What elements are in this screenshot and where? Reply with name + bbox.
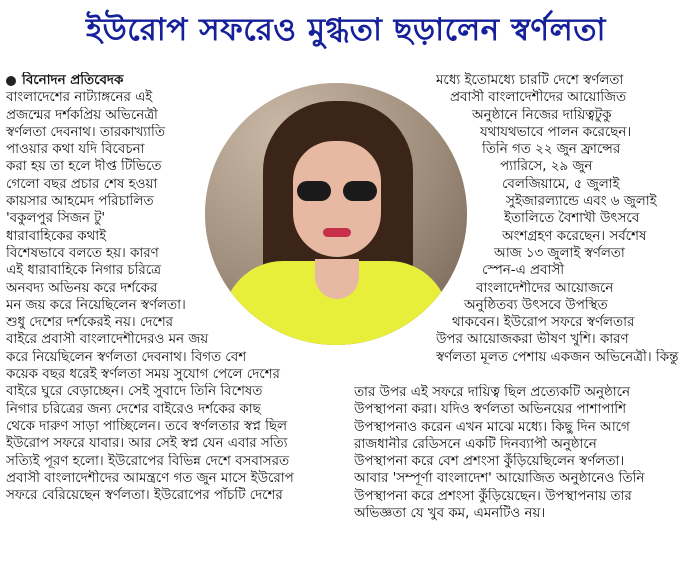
text-line: নিগার চরিত্রের জন্য দেশের বাইরেও দর্শকের কাছ xyxy=(6,401,261,417)
text-line: থেকে দারুণ সাড়া পাচ্ছিলেন। তবে স্বর্ণলতার স্বপ্ন ছিল xyxy=(6,418,288,434)
text-line: পাওয়ার কথা যদি বিবেচনা xyxy=(6,142,145,158)
text-line: সত্যিই পূরণ হলো। ইউরোপের বিভিন্ন দেশে বসবাসরত xyxy=(6,453,289,469)
text-line: অংশগ্রহণ করেছেন। সর্বশেষ xyxy=(502,228,647,244)
text-line: উপস্থাপনাও করেন এখন মাঝে মধ্যে। কিছু দিন আগে xyxy=(354,419,630,435)
text-line: ধারাবাহিকের কথাই xyxy=(6,228,107,244)
text-line: যথাযথভাবে পালন করেছেন। xyxy=(480,124,632,140)
text-line: সুইজারল্যান্ডে এবং ৬ জুলাই xyxy=(506,194,657,210)
text-line: প্রজন্মের দর্শকপ্রিয় অভিনেত্রী xyxy=(6,107,158,123)
headline: ইউরোপ সফরেও মুগ্ধতা ছড়ালেন স্বর্ণলতা xyxy=(86,12,606,48)
text-line: স্বর্ণলতা মূলত পেশায় একজন অভিনেত্রী। কিন্তু xyxy=(436,349,679,365)
text-line: কয়েক বছর ধরেই স্বর্ণলতা সময় সুযোগ পেলে দেশের xyxy=(6,367,280,383)
text-line: অনুষ্ঠিতব্য উৎসবে উপস্থিত xyxy=(464,297,608,313)
text-line: 'বকুলপুর সিজন টু' xyxy=(6,211,106,227)
text-line: উপস্থাপনা করে প্রশংসা কুঁড়িয়েছেন। উপস্থাপনায় তার xyxy=(354,488,632,504)
article-bottom-right xyxy=(354,384,690,522)
text-line: উপর আয়োজকরা ভীষণ খুশি। কারণ xyxy=(436,332,629,348)
text-line: আবার 'সম্পূর্ণা বাংলাদেশ' আয়োজিত অনুষ্ঠানেও তিনি xyxy=(354,471,645,487)
article-right-column xyxy=(436,72,690,366)
text-line: গেলো বছর প্রচার শেষ হওয়া xyxy=(6,176,158,192)
text-line: বাংলাদেশীদের আয়োজনে xyxy=(476,280,614,296)
text-line: বাইরে প্রবাসী বাংলাদেশীদেরও মন জয় xyxy=(6,332,209,348)
right-body-top xyxy=(436,72,690,366)
text-line: এই ধারাবাহিকে নিগার চরিত্রে xyxy=(6,263,162,279)
text-line: তিনি গত ২২ জুন ফ্রান্সের xyxy=(482,142,621,158)
text-line: মধ্যে ইতোমধ্যে চারটি দেশে স্বর্ণলতা xyxy=(436,73,624,88)
text-line: অভিজ্ঞতা যে খুব কম, এমনটিও নয়। xyxy=(354,506,546,522)
text-line: বাইরে ঘুরে বেড়াচ্ছেন। সেই সুবাদে তিনি বিশেষত xyxy=(6,384,263,400)
text-line: স্বর্ণলতা দেবনাথ। তারকাখ্যাতি xyxy=(6,124,165,140)
text-line: স্পেন-এ প্রবাসী xyxy=(482,263,565,279)
text-line: কায়সার আহমেদ পরিচালিত xyxy=(6,194,154,210)
text-line: রাজধানীর রেডিসনে একটি দিনব্যাপী অনুষ্ঠানে xyxy=(354,436,597,452)
text-line: মন জয় করে নিয়েছিলেন স্বর্ণলতা। xyxy=(6,297,186,313)
text-line: প্রবাসী বাংলাদেশীদের আয়োজিত xyxy=(450,90,627,106)
text-line: প্যারিসে, ২৯ জুন xyxy=(500,159,593,175)
text-line: প্রবাসী বাংলাদেশীদের আমন্ত্রণে গত জুন মাসে ইউরোপ xyxy=(6,470,294,486)
text-line: বিশেষভাবে বলতে হয়। কারণ xyxy=(6,245,159,261)
text-line: শুধু দেশের দর্শকেরই নয়। দেশের xyxy=(6,315,174,331)
text-line: উপস্থাপনা করা। যদিও স্বর্ণলতা অভিনয়ের পাশাপাশি xyxy=(354,402,627,418)
text-line: বাংলাদেশের নাট্যাঙ্গনের এই xyxy=(6,90,153,106)
text-line: থাকবেন। ইউরোপ সফরে স্বর্ণলতার xyxy=(452,315,635,331)
text-line: বেলজিয়ামে, ৫ জুলাই xyxy=(502,176,620,192)
text-line: অনুষ্ঠানে নিজের দায়িত্বটুকু xyxy=(472,107,612,123)
text-line: করা হয় তা হলে দীপ্ত টিভিতে xyxy=(6,159,162,175)
text-line: তার উপর এই সফরে দায়িত্ব ছিল প্রত্যেকটি অনুষ্ঠানে xyxy=(354,385,630,400)
text-line: করে নিয়েছিলেন স্বর্ণলতা দেবনাথ। বিগত বেশ xyxy=(6,349,247,365)
text-line: অনবদ্য অভিনয় করে দর্শকের xyxy=(6,280,158,296)
text-line: উপস্থাপনা করে বেশ প্রশংসা কুঁড়িয়েছিলেন স্বর্ণলতা। xyxy=(354,454,625,470)
byline-text: বিনোদন প্রতিবেদক xyxy=(22,73,124,88)
text-line: আজ ১৩ জুলাই স্বর্ণলতা xyxy=(494,245,625,261)
byline-bullet-icon xyxy=(6,76,16,86)
text-line: সফরে বেরিয়েছেন স্বর্ণলতা। ইউরোপের পাঁচটি দেশের xyxy=(6,488,283,504)
text-line: ইউরোপ সফরে যাবার। আর সেই স্বপ্ন যেন এবার সত্যি xyxy=(6,436,288,452)
text-line: ইতালিতে বৈশাখী উৎসবে xyxy=(504,211,640,227)
